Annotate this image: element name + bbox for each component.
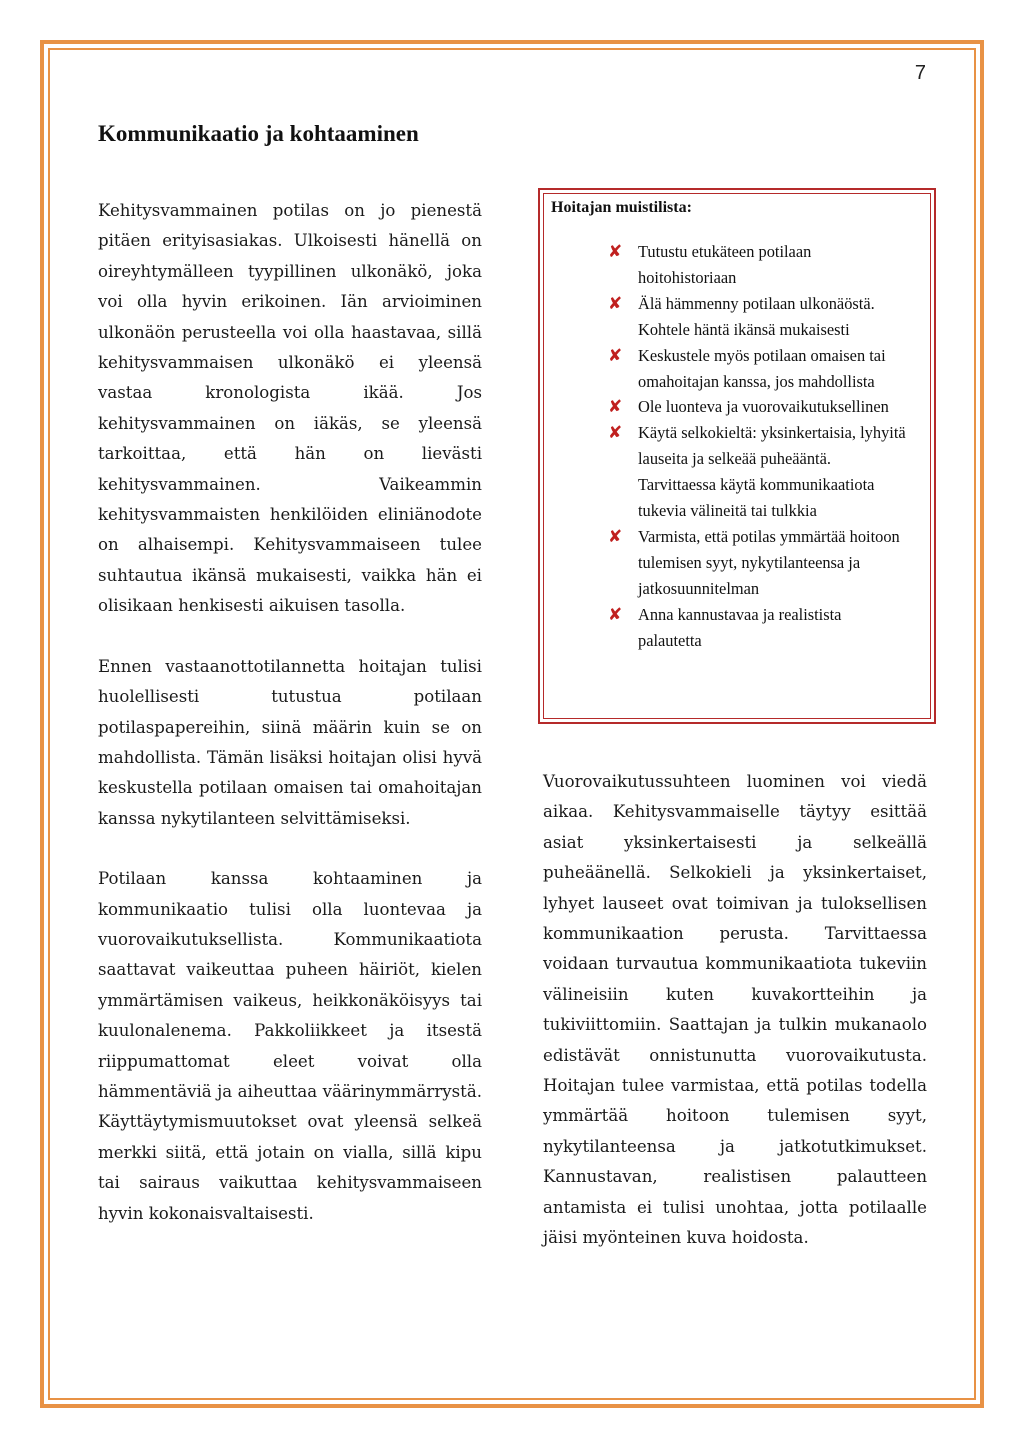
checklist-item-text: Älä hämmenny potilaan ulkonäöstä. Kohtele häntä ikänsä mukaisesti <box>638 293 875 339</box>
checklist-item-text: Käytä selkokieltä: yksinkertaisia, lyhyitä lauseita ja selkeää puheääntä. Tarvittaessa käytä kommunikaatiota tukevia välineitä tai tulkkia <box>638 423 906 521</box>
x-mark-icon: ✘ <box>608 423 623 444</box>
page-number: 7 <box>914 62 926 84</box>
checklist-item-text: Ole luonteva ja vuorovaikutuksellinen <box>638 397 889 417</box>
checklist-item <box>606 524 906 602</box>
x-mark-icon: ✘ <box>608 242 623 262</box>
checklist-title: Hoitajan muistilista: <box>551 199 692 216</box>
checklist <box>606 239 906 654</box>
right-column <box>543 767 927 1284</box>
left-column <box>98 196 482 1259</box>
x-mark-icon: ✘ <box>608 397 623 418</box>
x-mark-icon: ✘ <box>608 526 623 547</box>
paragraph: Ennen vastaanottotilannetta hoitajan tulisi huolellisesti tutustua potilaan potilaspapereihin, siinä määrin kuin se on mahdollista. Tämän lisäksi hoitajan olisi hyvä keskustella potilaan omaisen tai omahoitajan kanssa nykytilanteen selvittämiseksi. <box>98 656 482 828</box>
checklist-item <box>606 291 906 343</box>
x-mark-icon: ✘ <box>608 345 623 366</box>
section-heading: Kommunikaatio ja kohtaaminen <box>98 121 419 146</box>
checklist-item <box>606 239 906 291</box>
checklist-inner-frame <box>543 193 931 719</box>
checklist-item-text: Tutustu etukäteen potilaan hoitohistoriaan <box>638 242 812 287</box>
paragraph: Potilaan kanssa kohtaaminen ja kommunikaatio tulisi olla luontevaa ja vuorovaikutuksellista. Kommunikaatiota saattavat vaikeuttaa puheen häiriöt, kielen ymmärtämisen vaikeus, heikkonäköisyys tai kuulonalenema. Pakkoliikkeet ja itsestä riippumattomat eleet voivat olla hämmentäviä ja aiheuttaa väärinymmärrystä. Käyttäytymismuutokset ovat yleensä selkeä merkki siitä, että jotain on vialla, sillä kipu tai sairaus vaikuttaa kehitysvammaiseen hyvin kokonaisvaltaisesti. <box>98 869 482 1223</box>
checklist-item-text: Keskustele myös potilaan omaisen tai omahoitajan kanssa, jos mahdollista <box>638 345 886 391</box>
checklist-item <box>606 602 906 654</box>
paragraph: Kehitysvammainen potilas on jo pienestä pitäen erityisasiakas. Ulkoisesti hänellä on oireyhtymälleen tyypillinen ulkonäkö, joka voi olla hyvin erikoinen. Iän arvioiminen ulkonäön perusteella voi olla haastavaa, sillä kehitysvammaisen ulkonäkö ei yleensä vastaa kronologista ikää. Jos kehitysvammainen on iäkäs, se yleensä tarkoittaa, että hän on lievästi kehitysvammainen. Vaikeammin kehitysvammaisten henkilöiden eliniänodote on alhaisempi. Kehitysvammaiseen tulee suhtautua ikänsä mukaisesti, vaikka hän ei olisikaan henkisesti aikuisen tasolla. <box>98 201 482 616</box>
paragraph: Vuorovaikutussuhteen luominen voi viedä aikaa. Kehitysvammaiselle täytyy esittää asiat yksinkertaisesti ja selkeällä puheäänellä. Selkokieli ja yksinkertaiset, lyhyet lauseet ovat toimivan ja tuloksellisen kommunikaation perusta. Tarvittaessa voidaan turvautua kommunikaatiota tukeviin välineisiin kuten kuvakortteihin ja tukiviittomiin. Saattajan ja tulkin mukanaolo edistävät onnistunutta vuorovaikutusta. Hoitajan tulee varmistaa, että potilas todella ymmärtää hoitoon tulemisen syyt, nykytilanteensa ja jatkotutkimukset. Kannustavan, realistisen palautteen antamista ei tulisi unohtaa, jotta potilaalle jäisi myönteinen kuva hoidosta. <box>543 772 927 1248</box>
checklist-item <box>606 394 906 420</box>
x-mark-icon: ✘ <box>608 293 623 314</box>
checklist-item <box>606 343 906 395</box>
checklist-item <box>606 420 906 524</box>
checklist-item-text: Anna kannustavaa ja realistista palautetta <box>638 604 842 650</box>
checklist-box <box>538 188 936 724</box>
checklist-item-text: Varmista, että potilas ymmärtää hoitoon tulemisen syyt, nykytilanteensa ja jatkosuunnitelman <box>638 526 900 598</box>
x-mark-icon: ✘ <box>608 604 623 625</box>
